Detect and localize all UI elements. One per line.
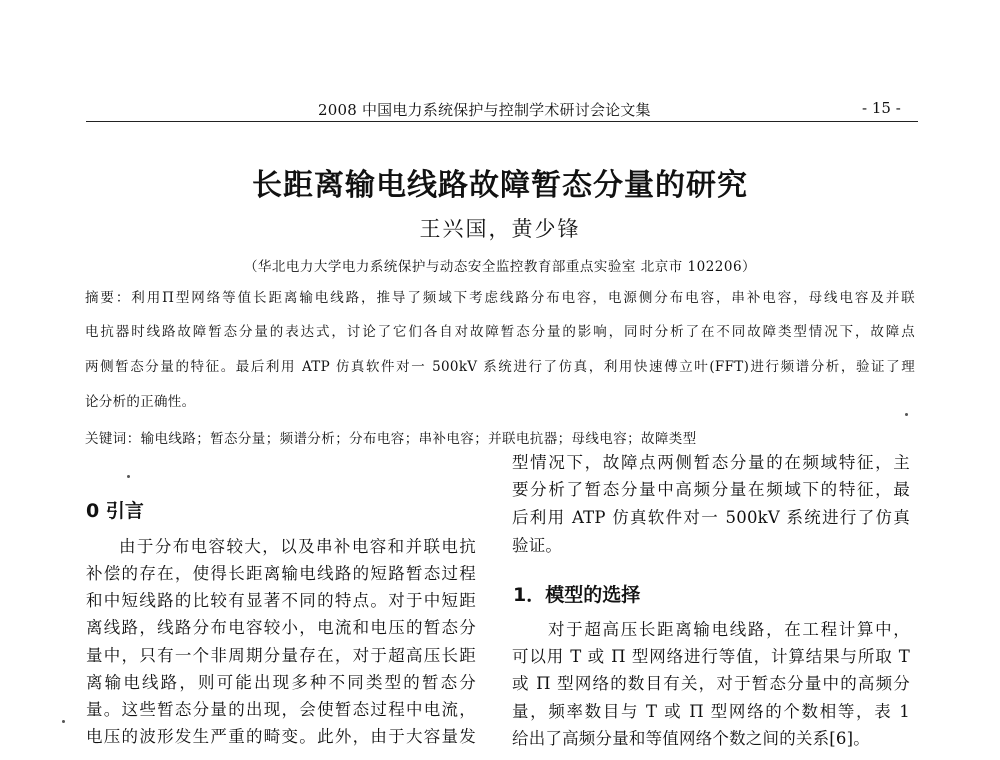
author-affiliation: （华北电力大学电力系统保护与动态安全监控教育部重点实验室 北京市 102206） [243,259,757,275]
body-line: 由于分布电容较大，以及串补电容和并联电抗 [119,537,476,556]
body-line: 验证。 [512,536,563,555]
body-line: 离线路，线路分布电容较小，电流和电压的暂态分 [86,618,476,637]
body-line: 可以用 T 或 Π 型网络进行等值，计算结果与所取 T [512,647,910,666]
body-line: 量中，只有一个非周期分量存在，对于超高压长距 [86,646,476,665]
scan-speck [905,413,908,416]
keywords: 关键词：输电线路；暂态分量；频谱分析；分布电容；串补电容；并联电抗器；母线电容；故障类型 [85,431,697,447]
page-number: - 15 - [862,99,901,117]
body-line: 要分析了暂态分量中高频分量在频域下的特征，最 [512,480,910,499]
paper-authors: 王兴国，黄少锋 [419,217,581,241]
body-line: 离输电线路，则可能出现多种不同类型的暂态分 [86,673,476,692]
abstract-line: 两侧暂态分量的特征。最后利用 ATP 仿真软件对一 500kV 系统进行了仿真，利用快速傅立叶(FFT)进行频谱分析，验证了理 [85,359,915,375]
abstract-line: 电抗器时线路故障暂态分量的表达式，讨论了它们各自对故障暂态分量的影响，同时分析了在不同故障类型情况下，故障点 [85,324,915,340]
body-line: 对于超高压长距离输电线路，在工程计算中， [548,620,910,639]
body-line: 后利用 ATP 仿真软件对一 500kV 系统进行了仿真 [512,508,910,527]
running-header: 2008 中国电力系统保护与控制学术研讨会论文集 [318,101,651,119]
body-line: 量，频率数目与 T 或 Π 型网络的个数相等，表 1 [512,702,910,721]
abstract-line: 论分析的正确性。 [85,394,196,410]
body-line: 补偿的存在，使得长距离输电线路的短路暂态过程 [86,564,476,583]
abstract-line: 摘要：利用Π型网络等值长距离输电线路，推导了频域下考虑线路分布电容，电源侧分布电容，串补电容，母线电容及并联 [85,290,915,306]
section-heading-model: 1．模型的选择 [513,584,641,606]
paper-title: 长距离输电线路故障暂态分量的研究 [252,168,748,203]
scan-speck [127,475,130,478]
body-line: 或 Π 型网络的数目有关，对于暂态分量中的高频分 [512,674,910,693]
body-line: 量。这些暂态分量的出现，会使暂态过程中电流， [86,700,476,719]
body-line: 型情况下，故障点两侧暂态分量的在频域特征，主 [512,453,910,472]
body-line: 电压的波形发生严重的畸变。此外，由于大容量发 [86,727,476,746]
scan-speck [62,720,65,723]
section-heading-intro: 0 引言 [86,500,144,522]
body-line: 和中短线路的比较有显著不同的特点。对于中短距 [86,591,476,610]
body-line: 给出了高频分量和等值网络个数之间的关系[6]。 [512,729,870,748]
header-rule [86,121,918,122]
